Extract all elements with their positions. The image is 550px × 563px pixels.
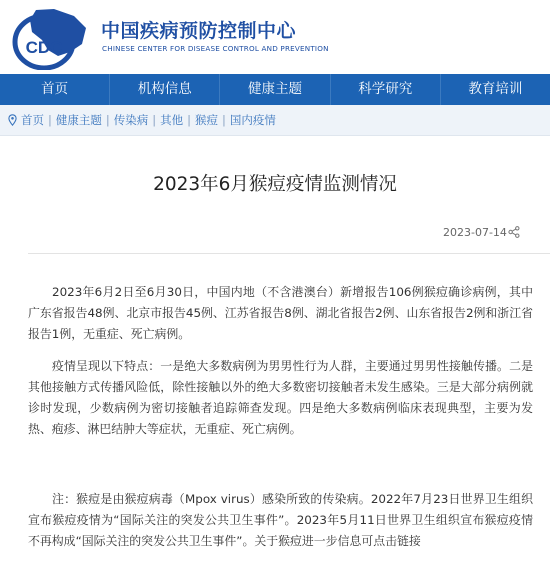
cdc-logo[interactable] xyxy=(8,6,90,70)
nav-item-research[interactable]: 科学研究 xyxy=(331,74,441,105)
breadcrumb-domestic-outbreak[interactable]: 国内疫情 xyxy=(229,113,276,127)
breadcrumb-separator: | xyxy=(152,113,157,127)
breadcrumb-health-topics[interactable]: 健康主题 xyxy=(55,113,102,127)
breadcrumb-separator: | xyxy=(48,113,52,127)
article-title: 2023年6月猴痘疫情监测情况 xyxy=(153,174,397,195)
share-icon[interactable] xyxy=(508,226,520,238)
breadcrumb-other[interactable]: 其他 xyxy=(160,113,184,127)
breadcrumb-separator: | xyxy=(187,113,191,127)
breadcrumb-mpox[interactable]: 猴痘 xyxy=(195,113,218,127)
org-name-cn: 中国疾病预防控制中心 xyxy=(101,20,297,42)
nav-item-organization[interactable]: 机构信息 xyxy=(110,74,220,105)
breadcrumb-separator: | xyxy=(222,113,226,127)
title-divider xyxy=(28,253,550,254)
article-paragraph-summary: 2023年6月2日至6月30日，中国内地（不含港澳台）新增报告106例猴痘确诊病例，其中广东省报告48例、北京市报告45例、江苏省报告8例、湖北省报告2例、山东省报告2例和浙江省报告1例，无重症、死亡病例。 xyxy=(28,285,533,341)
nav-item-education[interactable]: 教育培训 xyxy=(468,81,523,97)
breadcrumb-separator: | xyxy=(105,113,110,127)
site-header xyxy=(0,0,550,74)
article-paragraph-features: 疫情呈现以下特点：一是绝大多数病例为男男性行为人群，主要通过男男性接触传播。二是其他接触方式传播风险低，除性接触以外的绝大多数密切接触者未发生感染。三是大部分病例就诊时发现，少数病例为密切接触者追踪筛查发现。四是绝大多数病例临床表现典型，主要为发热、疱疹、淋巴结肿大等症状，无重症、死亡病例。 xyxy=(28,359,533,436)
location-pin-icon xyxy=(8,114,17,126)
article-paragraph-note: 注：猴痘是由猴痘病毒（Mpox virus）感染所致的传染病。2022年7月23日世界卫生组织宣布猴痘疫情为“国际关注的突发公共卫生事件”。2023年5月11日世界卫生组织宣布猴痘疫情不再构成“国际关注的突发公共卫生事件”。关于猴痘进一步信息可点击链接 xyxy=(28,492,533,548)
main-nav xyxy=(0,74,550,105)
svg-text:CDC: CDC xyxy=(25,38,63,57)
article-date: 2023-07-14 xyxy=(443,226,507,239)
nav-item-home[interactable]: 首页 xyxy=(0,74,110,105)
breadcrumb xyxy=(0,105,550,136)
breadcrumb-home[interactable]: 首页 xyxy=(21,113,44,127)
nav-item-health-topics[interactable]: 健康主题 xyxy=(220,74,330,105)
org-name-en: CHINESE CENTER FOR DISEASE CONTROL AND PREVENTION xyxy=(102,44,329,53)
breadcrumb-infectious-disease[interactable]: 传染病 xyxy=(113,113,149,127)
